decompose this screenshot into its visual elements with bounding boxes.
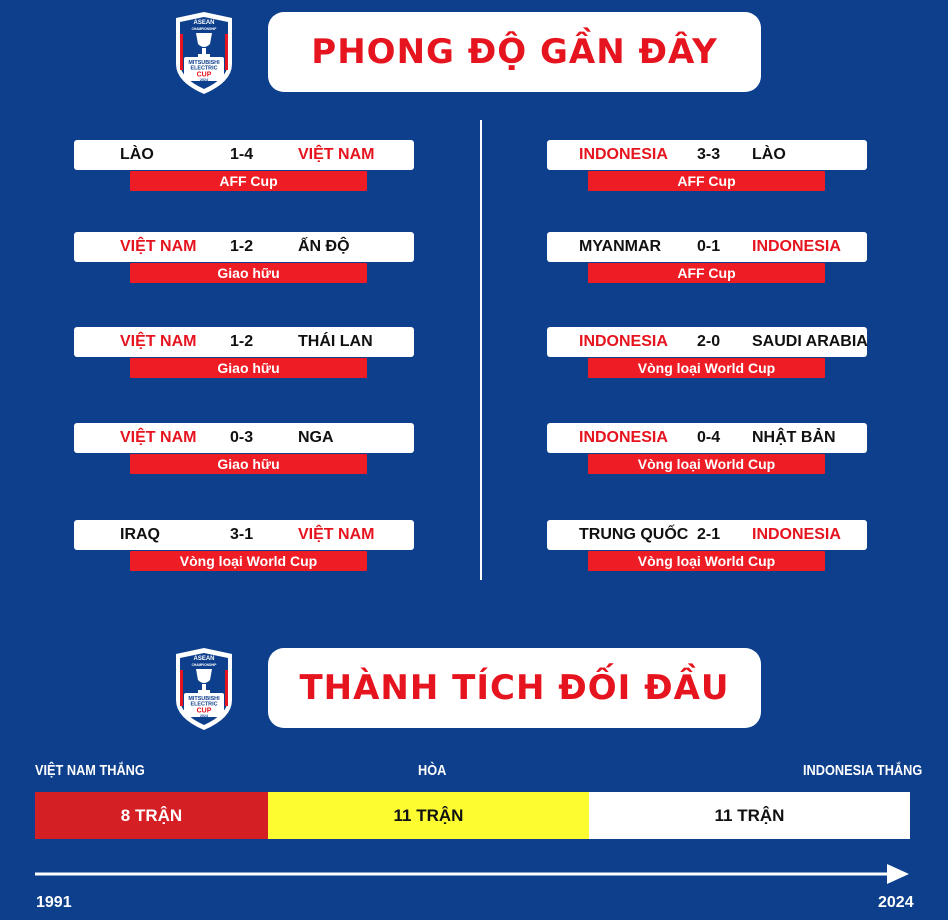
indonesia-match-4 [547, 423, 867, 453]
segment-indonesia-wins: 11 TRẬN [589, 792, 910, 839]
timeline-end-year: 2024 [878, 894, 914, 911]
home-team: MYANMAR [579, 238, 662, 255]
svg-text:CUP: CUP [196, 71, 212, 79]
label-draws: HÒA [418, 762, 447, 779]
svg-text:CHAMPIONSHIP: CHAMPIONSHIP [191, 663, 217, 667]
header-logo-1 [172, 12, 236, 94]
home-team: VIỆT NAM [120, 429, 197, 446]
competition-label: Giao hữu [130, 454, 367, 474]
vietnam-match-4 [74, 423, 414, 453]
away-team: NHẬT BẢN [752, 429, 836, 446]
competition-label: Vòng loại World Cup [130, 551, 367, 571]
home-team: VIỆT NAM [120, 238, 197, 255]
away-team: ẤN ĐỘ [298, 238, 350, 255]
indonesia-match-1 [547, 140, 867, 170]
competition-label: Vòng loại World Cup [588, 454, 825, 474]
home-team: INDONESIA [579, 429, 668, 446]
home-team: IRAQ [120, 526, 160, 543]
svg-text:CUP: CUP [196, 707, 212, 715]
away-team: INDONESIA [752, 526, 841, 543]
match-score: 1-4 [230, 146, 254, 163]
label-indonesia-wins: INDONESIA THẮNG [803, 762, 923, 779]
svg-text:2024: 2024 [200, 78, 208, 82]
away-team: VIỆT NAM [298, 526, 375, 543]
match-score: 3-1 [230, 526, 254, 543]
column-divider [480, 120, 482, 580]
match-score: 1-2 [230, 333, 254, 350]
vietnam-match-1 [74, 140, 414, 170]
competition-label: Vòng loại World Cup [588, 551, 825, 571]
svg-text:CHAMPIONSHIP: CHAMPIONSHIP [191, 27, 217, 31]
away-team: THÁI LAN [298, 333, 373, 350]
label-vietnam-wins: VIỆT NAM THẮNG [35, 762, 145, 779]
svg-text:MITSUBISHI: MITSUBISHI [188, 696, 220, 702]
vietnam-match-3 [74, 327, 414, 357]
home-team: INDONESIA [579, 333, 668, 350]
competition-label: AFF Cup [588, 171, 825, 191]
indonesia-match-3 [547, 327, 867, 357]
section-title-recent-form: PHONG ĐỘ GẦN ĐÂY [268, 12, 761, 92]
svg-text:ELECTRIC: ELECTRIC [190, 65, 218, 72]
match-score: 0-4 [697, 429, 721, 446]
indonesia-match-2 [547, 232, 867, 262]
svg-text:ASEAN: ASEAN [193, 656, 215, 662]
home-team: INDONESIA [579, 146, 668, 163]
competition-label: Giao hữu [130, 358, 367, 378]
competition-label: AFF Cup [130, 171, 367, 191]
asean-cup-logo [172, 648, 236, 730]
home-team: VIỆT NAM [120, 333, 197, 350]
match-score: 0-3 [230, 429, 254, 446]
away-team: NGA [298, 429, 334, 446]
away-team: VIỆT NAM [298, 146, 375, 163]
match-score: 2-0 [697, 333, 721, 350]
competition-label: AFF Cup [588, 263, 825, 283]
home-team: TRUNG QUỐC [579, 526, 689, 543]
asean-cup-logo [172, 12, 236, 94]
match-score: 2-1 [697, 526, 721, 543]
segment-vietnam-wins: 8 TRẬN [35, 792, 268, 839]
svg-text:MITSUBISHI: MITSUBISHI [188, 60, 220, 66]
match-score: 3-3 [697, 146, 721, 163]
header-logo-2 [172, 648, 236, 730]
timeline-start-year: 1991 [36, 894, 72, 911]
away-team: LÀO [752, 146, 786, 163]
vietnam-match-2 [74, 232, 414, 262]
indonesia-match-5 [547, 520, 867, 550]
svg-text:2024: 2024 [200, 714, 208, 718]
home-team: LÀO [120, 146, 154, 163]
vietnam-match-5 [74, 520, 414, 550]
segment-draws: 11 TRẬN [268, 792, 589, 839]
match-score: 1-2 [230, 238, 254, 255]
away-team: INDONESIA [752, 238, 841, 255]
away-team: SAUDI ARABIA [752, 333, 868, 350]
match-score: 0-1 [697, 238, 721, 255]
competition-label: Vòng loại World Cup [588, 358, 825, 378]
svg-text:ASEAN: ASEAN [193, 20, 215, 26]
section-title-head-to-head: THÀNH TÍCH ĐỐI ĐẦU [268, 648, 761, 728]
timeline-arrow [35, 862, 911, 886]
competition-label: Giao hữu [130, 263, 367, 283]
svg-text:ELECTRIC: ELECTRIC [190, 701, 218, 708]
